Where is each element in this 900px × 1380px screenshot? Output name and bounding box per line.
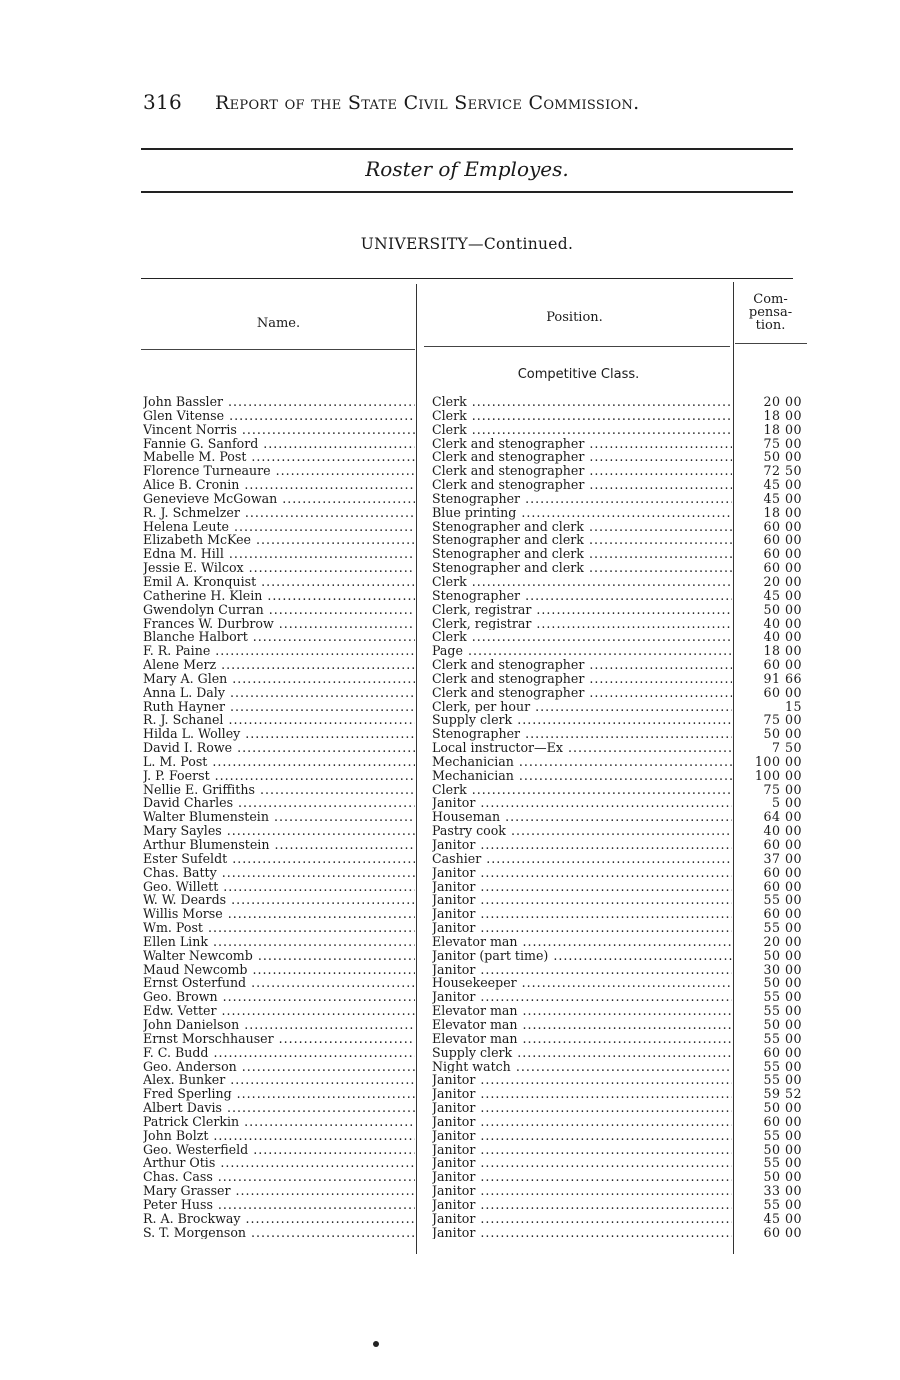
- employee-position: Clerk .....: [432, 409, 732, 423]
- employee-compensation: 50 00: [763, 449, 802, 465]
- employee-name: R. J. Schanel .....: [143, 713, 415, 727]
- employee-name: Albert Davis .....: [143, 1101, 415, 1115]
- employee-position: Janitor .....: [432, 963, 732, 977]
- table-row: [0, 658, 900, 672]
- employee-table: [0, 395, 900, 1239]
- employee-name: Hilda L. Wolley .....: [143, 727, 415, 741]
- employee-name: Arthur Blumenstein .....: [143, 838, 415, 852]
- employee-name: Fred Sperling .....: [143, 1087, 415, 1101]
- employee-position: Stenographer .....: [432, 492, 732, 506]
- employee-name: Alene Merz .....: [143, 658, 415, 672]
- column-header-name: Name.: [256, 316, 301, 331]
- employee-position: Stenographer and clerk .....: [432, 533, 732, 547]
- table-row: [0, 921, 900, 935]
- employee-compensation: 100 00: [754, 767, 802, 783]
- table-row: [0, 1060, 900, 1074]
- employee-name: Jessie E. Wilcox .....: [143, 561, 415, 575]
- employee-position: Elevator man .....: [432, 1032, 732, 1046]
- table-row: [0, 769, 900, 783]
- employee-compensation: 55 00: [763, 1072, 802, 1088]
- employee-compensation: 60 00: [763, 518, 802, 534]
- table-row: [0, 395, 900, 409]
- employee-name: Patrick Clerkin .....: [143, 1115, 415, 1129]
- column-header-position: Position.: [546, 310, 603, 325]
- employee-compensation: 100 00: [754, 753, 802, 769]
- employee-name: Peter Huss .....: [143, 1198, 415, 1212]
- running-title: Report of the State Civil Service Commission.: [215, 92, 640, 114]
- employee-position: Janitor .....: [432, 1143, 732, 1157]
- employee-compensation: 18 00: [763, 407, 802, 423]
- employee-position: Janitor .....: [432, 1129, 732, 1143]
- employee-compensation: 60 00: [763, 1113, 802, 1129]
- employee-position: Elevator man .....: [432, 1018, 732, 1032]
- employee-compensation: 60 00: [763, 864, 802, 880]
- table-row: [0, 949, 900, 963]
- employee-position: Clerk and stenographer .....: [432, 658, 732, 672]
- employee-compensation: 45 00: [763, 1210, 802, 1226]
- employee-name: Ruth Hayner .....: [143, 700, 415, 714]
- employee-name: John Bolzt .....: [143, 1129, 415, 1143]
- employee-position: Janitor (part time) .....: [432, 949, 732, 963]
- table-row: [0, 1101, 900, 1115]
- employee-position: Page .....: [432, 644, 732, 658]
- employee-compensation: 75 00: [763, 781, 802, 797]
- employee-compensation: 60 00: [763, 1224, 802, 1240]
- employee-name: Edw. Vetter .....: [143, 1004, 415, 1018]
- table-row: [0, 1156, 900, 1170]
- employee-compensation: 60 00: [763, 878, 802, 894]
- employee-name: F. C. Budd .....: [143, 1046, 415, 1060]
- top-rule: [141, 148, 793, 150]
- header-rule-position: [424, 346, 730, 347]
- table-row: [0, 644, 900, 658]
- employee-position: Clerk .....: [432, 630, 732, 644]
- employee-position: Janitor .....: [432, 880, 732, 894]
- employee-compensation: 40 00: [763, 629, 802, 645]
- employee-position: Janitor .....: [432, 1198, 732, 1212]
- table-row: [0, 990, 900, 1004]
- table-row: [0, 630, 900, 644]
- table-row: [0, 1073, 900, 1087]
- employee-compensation: 45 00: [763, 490, 802, 506]
- employee-compensation: 60 00: [763, 684, 802, 700]
- employee-position: Clerk .....: [432, 423, 732, 437]
- table-row: [0, 1115, 900, 1129]
- employee-position: Clerk, per hour .....: [432, 700, 732, 714]
- table-row: [0, 824, 900, 838]
- employee-position: Janitor .....: [432, 866, 732, 880]
- employee-position: Stenographer .....: [432, 727, 732, 741]
- table-row: [0, 727, 900, 741]
- table-row: [0, 1046, 900, 1060]
- table-row: [0, 561, 900, 575]
- table-row: [0, 1184, 900, 1198]
- employee-name: Florence Turneaure .....: [143, 464, 415, 478]
- employee-name: David Charles .....: [143, 796, 415, 810]
- table-row: [0, 589, 900, 603]
- footer-bullet: [373, 1341, 379, 1347]
- employee-name: Mabelle M. Post .....: [143, 450, 415, 464]
- table-row: [0, 603, 900, 617]
- table-row: [0, 547, 900, 561]
- employee-position: Janitor .....: [432, 838, 732, 852]
- table-row: [0, 520, 900, 534]
- table-row: [0, 963, 900, 977]
- employee-position: Janitor .....: [432, 1170, 732, 1184]
- employee-position: Local instructor—Ex .....: [432, 741, 732, 755]
- table-row: [0, 976, 900, 990]
- table-row: [0, 478, 900, 492]
- employee-position: Supply clerk .....: [432, 1046, 732, 1060]
- table-row: [0, 755, 900, 769]
- employee-compensation: 55 00: [763, 1196, 802, 1212]
- table-row: [0, 672, 900, 686]
- employee-compensation: 60 00: [763, 546, 802, 562]
- employee-compensation: 59 52: [763, 1086, 802, 1102]
- employee-name: W. W. Deards .....: [143, 893, 415, 907]
- table-row: [0, 713, 900, 727]
- employee-compensation: 5 00: [771, 795, 802, 811]
- section-title: UNIVERSITY—Continued.: [360, 235, 574, 253]
- table-row: [0, 741, 900, 755]
- employee-name: John Bassler .....: [143, 395, 415, 409]
- employee-position: Mechanician .....: [432, 769, 732, 783]
- employee-position: Janitor .....: [432, 907, 732, 921]
- employee-position: Clerk and stenographer .....: [432, 450, 732, 464]
- employee-position: Janitor .....: [432, 1184, 732, 1198]
- employee-position: Blue printing .....: [432, 506, 732, 520]
- table-row: [0, 783, 900, 797]
- employee-name: Maud Newcomb .....: [143, 963, 415, 977]
- employee-compensation: 50 00: [763, 1169, 802, 1185]
- employee-position: Clerk .....: [432, 575, 732, 589]
- employee-position: Janitor .....: [432, 1156, 732, 1170]
- employee-position: Elevator man .....: [432, 935, 732, 949]
- employee-name: Elizabeth McKee .....: [143, 533, 415, 547]
- employee-compensation: 45 00: [763, 477, 802, 493]
- employee-name: Ernst Osterfund .....: [143, 976, 415, 990]
- table-row: [0, 935, 900, 949]
- employee-position: Janitor .....: [432, 1212, 732, 1226]
- employee-compensation: 60 00: [763, 532, 802, 548]
- employee-name: Geo. Anderson .....: [143, 1060, 415, 1074]
- employee-position: Janitor .....: [432, 921, 732, 935]
- employee-name: Ernst Morschhauser .....: [143, 1032, 415, 1046]
- employee-position: Janitor .....: [432, 1226, 732, 1240]
- employee-compensation: 50 00: [763, 601, 802, 617]
- employee-position: Houseman .....: [432, 810, 732, 824]
- employee-compensation: 60 00: [763, 560, 802, 576]
- employee-name: Geo. Brown .....: [143, 990, 415, 1004]
- employee-compensation: 20 00: [763, 573, 802, 589]
- employee-name: David I. Rowe .....: [143, 741, 415, 755]
- employee-position: Janitor .....: [432, 990, 732, 1004]
- employee-compensation: 60 00: [763, 1044, 802, 1060]
- employee-compensation: 40 00: [763, 823, 802, 839]
- employee-position: Janitor .....: [432, 1115, 732, 1129]
- employee-name: Helena Leute .....: [143, 520, 415, 534]
- table-row: [0, 907, 900, 921]
- employee-name: Blanche Halbort .....: [143, 630, 415, 644]
- employee-compensation: 55 00: [763, 1155, 802, 1171]
- class-heading: Competitive Class.: [517, 367, 640, 382]
- table-row: [0, 1004, 900, 1018]
- table-row: [0, 492, 900, 506]
- employee-position: Cashier .....: [432, 852, 732, 866]
- employee-position: Clerk and stenographer .....: [432, 437, 732, 451]
- employee-name: Anna L. Daly .....: [143, 686, 415, 700]
- column-header-compensation: Com- pensa- tion.: [748, 292, 793, 333]
- employee-position: Clerk and stenographer .....: [432, 672, 732, 686]
- employee-name: Ellen Link .....: [143, 935, 415, 949]
- table-row: [0, 810, 900, 824]
- table-row: [0, 893, 900, 907]
- employee-compensation: 60 00: [763, 906, 802, 922]
- employee-compensation: 72 50: [763, 463, 802, 479]
- roster-title: Roster of Employes.: [365, 157, 569, 181]
- table-row: [0, 437, 900, 451]
- employee-name: Fannie G. Sanford .....: [143, 437, 415, 451]
- employee-name: Walter Newcomb .....: [143, 949, 415, 963]
- employee-position: Clerk and stenographer .....: [432, 464, 732, 478]
- table-top-rule: [141, 278, 793, 279]
- employee-name: Willis Morse .....: [143, 907, 415, 921]
- employee-compensation: 60 00: [763, 837, 802, 852]
- employee-position: Clerk, registrar .....: [432, 603, 732, 617]
- employee-name: Alex. Bunker .....: [143, 1073, 415, 1087]
- employee-compensation: 33 00: [763, 1183, 802, 1199]
- table-row: [0, 617, 900, 631]
- employee-name: Chas. Cass .....: [143, 1170, 415, 1184]
- employee-position: Clerk .....: [432, 395, 732, 409]
- employee-name: Wm. Post .....: [143, 921, 415, 935]
- employee-name: Glen Vitense .....: [143, 409, 415, 423]
- employee-name: Catherine H. Klein .....: [143, 589, 415, 603]
- employee-position: Stenographer and clerk .....: [432, 520, 732, 534]
- table-row: [0, 1198, 900, 1212]
- table-row: [0, 409, 900, 423]
- table-row: [0, 1143, 900, 1157]
- employee-compensation: 55 00: [763, 1058, 802, 1074]
- employee-name: Vincent Norris .....: [143, 423, 415, 437]
- employee-position: Stenographer and clerk .....: [432, 547, 732, 561]
- employee-name: Nellie E. Griffiths .....: [143, 783, 415, 797]
- employee-position: Clerk .....: [432, 783, 732, 797]
- employee-compensation: 15: [784, 698, 802, 714]
- table-row: [0, 506, 900, 520]
- employee-name: Chas. Batty .....: [143, 866, 415, 880]
- employee-position: Janitor .....: [432, 1101, 732, 1115]
- table-row: [0, 1018, 900, 1032]
- employee-position: Janitor .....: [432, 893, 732, 907]
- table-row: [0, 1087, 900, 1101]
- employee-name: Gwendolyn Curran .....: [143, 603, 415, 617]
- employee-position: Mechanician .....: [432, 755, 732, 769]
- employee-name: Mary A. Glen .....: [143, 672, 415, 686]
- employee-name: Alice B. Cronin .....: [143, 478, 415, 492]
- table-row: [0, 1212, 900, 1226]
- table-row: [0, 1170, 900, 1184]
- table-row: [0, 464, 900, 478]
- employee-compensation: 64 00: [763, 809, 802, 825]
- employee-compensation: 18 00: [763, 421, 802, 437]
- employee-compensation: 20 00: [763, 394, 802, 409]
- employee-position: Clerk and stenographer .....: [432, 686, 732, 700]
- employee-compensation: 50 00: [763, 975, 802, 991]
- table-row: [0, 1032, 900, 1046]
- employee-name: F. R. Paine .....: [143, 644, 415, 658]
- employee-compensation: 30 00: [763, 961, 802, 977]
- employee-position: Clerk, registrar .....: [432, 617, 732, 631]
- page-number: 316: [143, 90, 183, 114]
- employee-compensation: 55 00: [763, 989, 802, 1005]
- employee-position: Janitor .....: [432, 1073, 732, 1087]
- employee-name: S. T. Morgenson .....: [143, 1226, 415, 1240]
- employee-compensation: 75 00: [763, 435, 802, 451]
- employee-compensation: 55 00: [763, 1030, 802, 1046]
- employee-compensation: 55 00: [763, 892, 802, 908]
- employee-position: Stenographer .....: [432, 589, 732, 603]
- table-row: [0, 1129, 900, 1143]
- employee-compensation: 45 00: [763, 587, 802, 603]
- employee-compensation: 55 00: [763, 1003, 802, 1019]
- employee-name: L. M. Post .....: [143, 755, 415, 769]
- employee-position: Night watch .....: [432, 1060, 732, 1074]
- table-row: [0, 852, 900, 866]
- table-row: [0, 838, 900, 852]
- table-row: [0, 423, 900, 437]
- header-rule-name: [141, 349, 415, 350]
- employee-position: Clerk and stenographer .....: [432, 478, 732, 492]
- employee-position: Janitor .....: [432, 1087, 732, 1101]
- employee-compensation: 37 00: [763, 850, 802, 866]
- employee-name: J. P. Foerst .....: [143, 769, 415, 783]
- employee-name: Frances W. Durbrow .....: [143, 617, 415, 631]
- employee-position: Stenographer and clerk .....: [432, 561, 732, 575]
- employee-name: R. A. Brockway .....: [143, 1212, 415, 1226]
- employee-compensation: 50 00: [763, 1016, 802, 1032]
- employee-compensation: 55 00: [763, 1127, 802, 1143]
- employee-name: R. J. Schmelzer .....: [143, 506, 415, 520]
- employee-name: Mary Sayles .....: [143, 824, 415, 838]
- employee-name: Geo. Willett .....: [143, 880, 415, 894]
- header-rule-compensation: [735, 343, 807, 344]
- table-row: [0, 533, 900, 547]
- employee-name: Ester Sufeldt .....: [143, 852, 415, 866]
- employee-compensation: 50 00: [763, 726, 802, 742]
- employee-position: Supply clerk .....: [432, 713, 732, 727]
- table-row: [0, 866, 900, 880]
- employee-name: Genevieve McGowan .....: [143, 492, 415, 506]
- employee-name: Geo. Westerfield .....: [143, 1143, 415, 1157]
- employee-compensation: 50 00: [763, 1141, 802, 1157]
- table-row: [0, 450, 900, 464]
- employee-compensation: 7 50: [771, 740, 802, 756]
- table-row: [0, 1226, 900, 1240]
- employee-compensation: 55 00: [763, 920, 802, 936]
- employee-name: Walter Blumenstein .....: [143, 810, 415, 824]
- employee-compensation: 91 66: [763, 670, 802, 686]
- table-row: [0, 796, 900, 810]
- employee-compensation: 50 00: [763, 1100, 802, 1116]
- table-row: [0, 575, 900, 589]
- employee-name: Emil A. Kronquist .....: [143, 575, 415, 589]
- employee-name: Edna M. Hill .....: [143, 547, 415, 561]
- employee-position: Pastry cook .....: [432, 824, 732, 838]
- employee-compensation: 20 00: [763, 933, 802, 949]
- table-row: [0, 700, 900, 714]
- employee-compensation: 40 00: [763, 615, 802, 631]
- employee-position: Janitor .....: [432, 796, 732, 810]
- employee-compensation: 50 00: [763, 947, 802, 963]
- page-header: [143, 90, 803, 120]
- table-row: [0, 880, 900, 894]
- employee-compensation: 18 00: [763, 504, 802, 520]
- employee-name: John Danielson .....: [143, 1018, 415, 1032]
- employee-name: Arthur Otis .....: [143, 1156, 415, 1170]
- table-row: [0, 686, 900, 700]
- employee-compensation: 18 00: [763, 643, 802, 659]
- employee-position: Housekeeper .....: [432, 976, 732, 990]
- employee-compensation: 60 00: [763, 657, 802, 673]
- employee-position: Elevator man .....: [432, 1004, 732, 1018]
- employee-name: Mary Grasser .....: [143, 1184, 415, 1198]
- title-rule: [141, 191, 793, 193]
- employee-compensation: 75 00: [763, 712, 802, 728]
